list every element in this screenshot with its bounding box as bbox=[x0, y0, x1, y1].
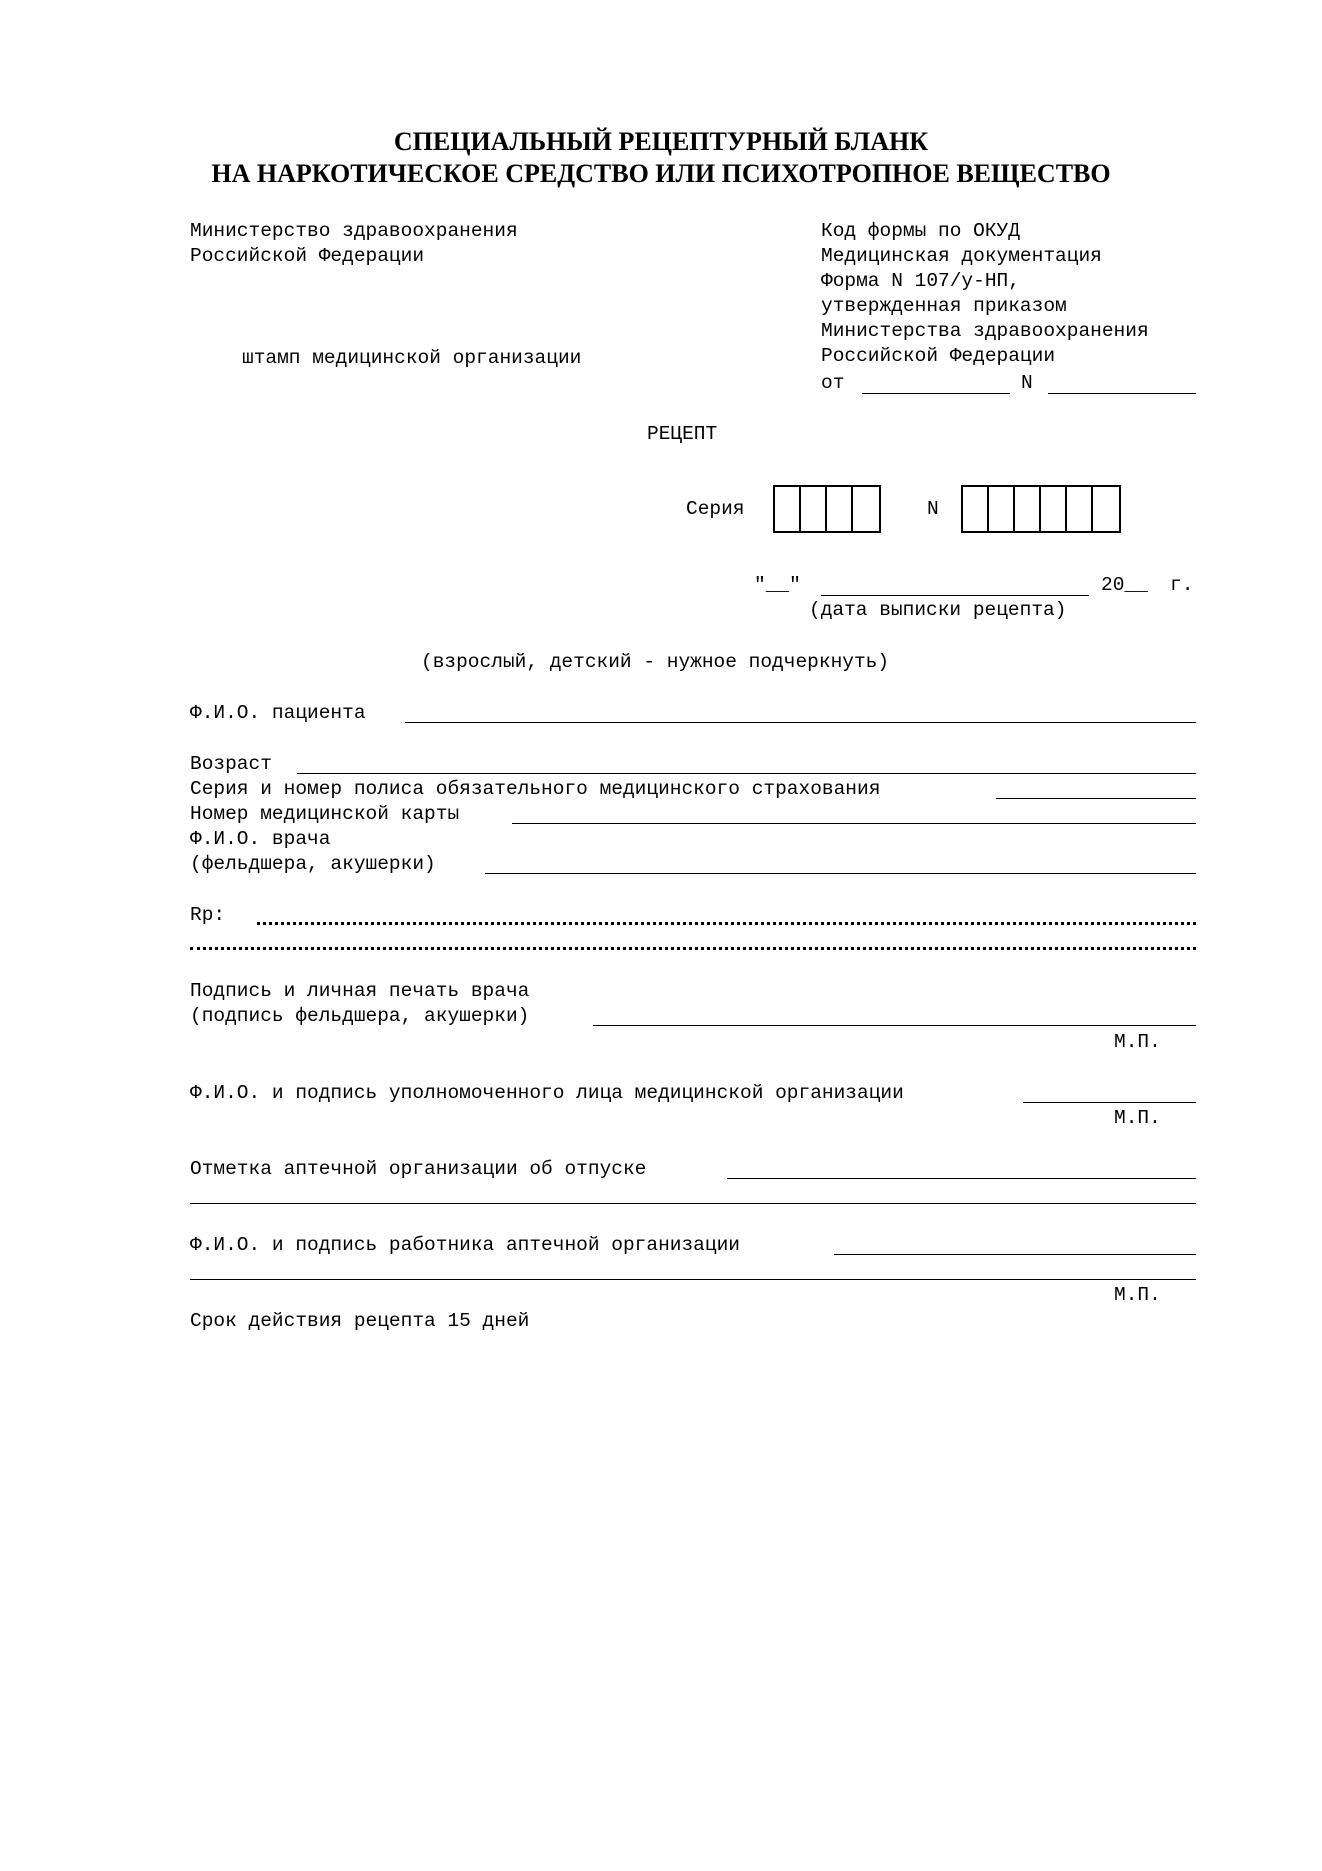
number-label: N bbox=[927, 498, 939, 520]
rp-field-line-2[interactable] bbox=[190, 947, 1196, 950]
ministry-line-1: Министерство здравоохранения bbox=[190, 220, 518, 242]
number-box[interactable] bbox=[1041, 487, 1067, 531]
doctor-name-field[interactable] bbox=[485, 873, 1196, 874]
organization-stamp-label: штамп медицинской организации bbox=[242, 347, 582, 369]
order-date-label: от bbox=[821, 372, 845, 394]
policy-label: Серия и номер полиса обязательного медицинского страхования bbox=[190, 778, 881, 800]
series-box[interactable] bbox=[853, 487, 879, 531]
date-month-field[interactable] bbox=[821, 595, 1089, 596]
number-box[interactable] bbox=[989, 487, 1015, 531]
seal-mark-1: М.П. bbox=[1114, 1031, 1161, 1053]
seal-mark-3: М.П. bbox=[1114, 1284, 1161, 1306]
seal-mark-2: М.П. bbox=[1114, 1107, 1161, 1129]
approved-by-label: утвержденная приказом bbox=[821, 295, 1067, 317]
number-box[interactable] bbox=[1093, 487, 1119, 531]
doctor-name-label-2: (фельдшера, акушерки) bbox=[190, 853, 436, 875]
order-date-field[interactable] bbox=[862, 393, 1010, 394]
ministry-approval-line-2: Российской Федерации bbox=[821, 345, 1056, 367]
age-field[interactable] bbox=[297, 773, 1196, 774]
age-label: Возраст bbox=[190, 753, 272, 775]
series-box[interactable] bbox=[775, 487, 801, 531]
series-input-boxes[interactable] bbox=[773, 485, 881, 533]
date-year-field[interactable]: 20__ bbox=[1101, 574, 1148, 596]
patient-name-field[interactable] bbox=[405, 722, 1196, 723]
series-box[interactable] bbox=[801, 487, 827, 531]
ministry-approval-line-1: Министерства здравоохранения bbox=[821, 320, 1149, 342]
card-number-label: Номер медицинской карты bbox=[190, 803, 460, 825]
number-box[interactable] bbox=[1015, 487, 1041, 531]
date-year-suffix: г. bbox=[1170, 574, 1194, 596]
recipe-heading: РЕЦЕПТ bbox=[647, 423, 718, 445]
signature-label-2: (подпись фельдшера, акушерки) bbox=[190, 1005, 530, 1027]
policy-field[interactable] bbox=[996, 798, 1196, 799]
rp-field-line-1[interactable] bbox=[257, 922, 1196, 925]
authorized-person-label: Ф.И.О. и подпись уполномоченного лица медицинской организации bbox=[190, 1082, 904, 1104]
series-label: Серия bbox=[686, 498, 745, 520]
form-title-line-2: НА НАРКОТИЧЕСКОЕ СРЕДСТВО ИЛИ ПСИХОТРОПНОЕ ВЕЩЕСТВО bbox=[211, 159, 1111, 188]
patient-name-label: Ф.И.О. пациента bbox=[190, 702, 366, 724]
number-box[interactable] bbox=[1067, 487, 1093, 531]
order-number-label: N bbox=[1021, 372, 1033, 394]
pharmacy-mark-field-1[interactable] bbox=[727, 1178, 1196, 1179]
pharmacy-mark-label: Отметка аптечной организации об отпуске bbox=[190, 1158, 647, 1180]
ministry-line-2: Российской Федерации bbox=[190, 245, 425, 267]
pharmacy-worker-field-1[interactable] bbox=[834, 1254, 1196, 1255]
date-day-field[interactable]: "__" bbox=[754, 574, 801, 596]
date-caption: (дата выписки рецепта) bbox=[809, 599, 1067, 621]
number-input-boxes[interactable] bbox=[961, 485, 1121, 533]
pharmacy-mark-field-2[interactable] bbox=[190, 1203, 1196, 1204]
form-number-label: Форма N 107/у-НП, bbox=[821, 270, 1020, 292]
form-title-line-1: СПЕЦИАЛЬНЫЙ РЕЦЕПТУРНЫЙ БЛАНК bbox=[393, 127, 929, 156]
age-group-note: (взрослый, детский - нужное подчеркнуть) bbox=[421, 651, 890, 673]
number-box[interactable] bbox=[963, 487, 989, 531]
okud-code-label: Код формы по ОКУД bbox=[821, 220, 1020, 242]
order-number-field[interactable] bbox=[1048, 393, 1196, 394]
doctor-name-label-1: Ф.И.О. врача bbox=[190, 828, 331, 850]
medical-docs-label: Медицинская документация bbox=[821, 245, 1102, 267]
pharmacy-worker-field-2[interactable] bbox=[190, 1279, 1196, 1280]
validity-note: Срок действия рецепта 15 дней bbox=[190, 1310, 530, 1332]
authorized-person-field[interactable] bbox=[1023, 1102, 1196, 1103]
pharmacy-worker-label: Ф.И.О. и подпись работника аптечной организации bbox=[190, 1234, 740, 1256]
rp-label: Rp: bbox=[190, 904, 226, 926]
card-number-field[interactable] bbox=[512, 823, 1196, 824]
doctor-signature-field[interactable] bbox=[593, 1025, 1196, 1026]
signature-label-1: Подпись и личная печать врача bbox=[190, 980, 530, 1002]
series-box[interactable] bbox=[827, 487, 853, 531]
